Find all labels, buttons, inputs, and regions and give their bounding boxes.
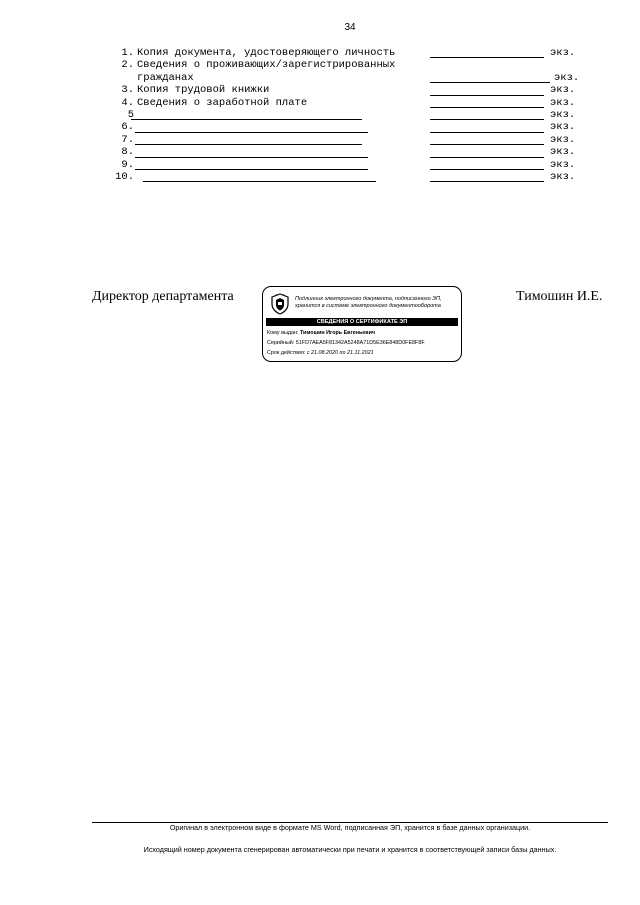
list-item: [0, 171, 640, 183]
stamp-owner: [267, 329, 459, 339]
stamp-info: [267, 329, 459, 358]
signer-name: Тимошин И.Е.: [516, 289, 603, 304]
item-unit: экз.: [550, 96, 576, 109]
footer-line-2: Исходящий номер документа сгенерирован автоматически при печати и хранится в соответствующей записи базы данных.: [143, 845, 557, 854]
item-number: 10.: [115, 170, 134, 183]
quantity-blank: [430, 95, 544, 96]
quantity-blank: [430, 157, 544, 158]
text-blank: [135, 157, 368, 158]
list-item: [0, 109, 640, 121]
list-item: [0, 84, 640, 96]
item-unit: экз.: [550, 170, 576, 183]
page-number: 34: [344, 22, 356, 33]
item-number: 8.: [121, 146, 134, 159]
list-item: [0, 72, 640, 84]
stamp-serial: [267, 339, 459, 349]
signature-block: [0, 284, 640, 364]
list-item: [0, 59, 640, 71]
item-number: 7.: [121, 133, 134, 146]
signer-position: Директор департамента: [92, 289, 234, 304]
stamp-validity: [267, 349, 459, 359]
item-number: 4.: [121, 96, 134, 109]
quantity-blank: [430, 144, 544, 145]
stamp-header-line: хранится в системе электронного документооборота: [295, 302, 441, 309]
item-number: 5: [127, 108, 134, 121]
item-text: Сведения о проживающих/зарегистрированных: [137, 59, 396, 72]
item-text: гражданах: [137, 71, 194, 84]
item-text: Копия трудовой книжки: [137, 84, 270, 97]
item-number: 2.: [121, 59, 134, 72]
quantity-blank: [430, 181, 544, 182]
item-text: Копия документа, удостоверяющего личность: [137, 47, 396, 59]
item-unit: экз.: [550, 158, 576, 171]
validity-value: с 21.08.2020 по 21.11.2021: [306, 349, 374, 356]
stamp-title: СВЕДЕНИЯ О СЕРТИФИКАТЕ ЭП: [266, 318, 458, 326]
text-blank: [131, 119, 362, 120]
electronic-signature-stamp: [262, 286, 462, 362]
owner-value: Тимошин Игорь Евгеньевич: [299, 330, 376, 336]
footer-line-1: Оригинал в электронном виде в формате MS Word, подписанная ЭП, хранится в базе данных организации.: [169, 823, 531, 832]
item-unit: экз.: [550, 146, 576, 159]
coat-of-arms-icon: [269, 293, 291, 315]
text-blank: [135, 169, 368, 170]
list-item: [0, 47, 640, 59]
quantity-blank: [430, 82, 550, 83]
list-item: [0, 146, 640, 158]
list-item: [0, 134, 640, 146]
item-text: Сведения о заработной плате: [137, 96, 308, 109]
list-item: [0, 121, 640, 133]
item-unit: экз.: [554, 71, 580, 84]
attachments-list: [0, 47, 640, 183]
quantity-blank: [430, 169, 544, 170]
item-unit: экз.: [550, 133, 576, 146]
stamp-header: [295, 296, 457, 309]
quantity-blank: [430, 57, 544, 58]
serial-value: 51FD7AEA5F81342A5248A71D5E36E848D0FE8F8F: [295, 339, 425, 346]
text-blank: [135, 144, 362, 145]
item-number: 6.: [121, 121, 134, 134]
quantity-blank: [430, 119, 544, 120]
quantity-blank: [430, 132, 544, 133]
item-unit: экз.: [550, 47, 576, 59]
serial-label: Серийный:: [267, 339, 295, 346]
item-unit: экз.: [550, 108, 576, 121]
quantity-blank: [430, 107, 544, 108]
item-number: 9.: [121, 158, 134, 171]
stamp-header-line: Подлинник электронного документа, подписанного ЭП,: [295, 296, 442, 302]
list-item: [0, 97, 640, 109]
item-number: 1.: [121, 47, 134, 59]
list-item: [0, 159, 640, 171]
text-blank: [135, 132, 368, 133]
item-number: 3.: [121, 84, 134, 97]
item-unit: экз.: [550, 121, 576, 134]
text-blank: [143, 181, 376, 182]
item-unit: экз.: [550, 84, 576, 97]
owner-label: Кому выдан:: [267, 330, 299, 336]
validity-label: Срок действия:: [267, 349, 306, 356]
